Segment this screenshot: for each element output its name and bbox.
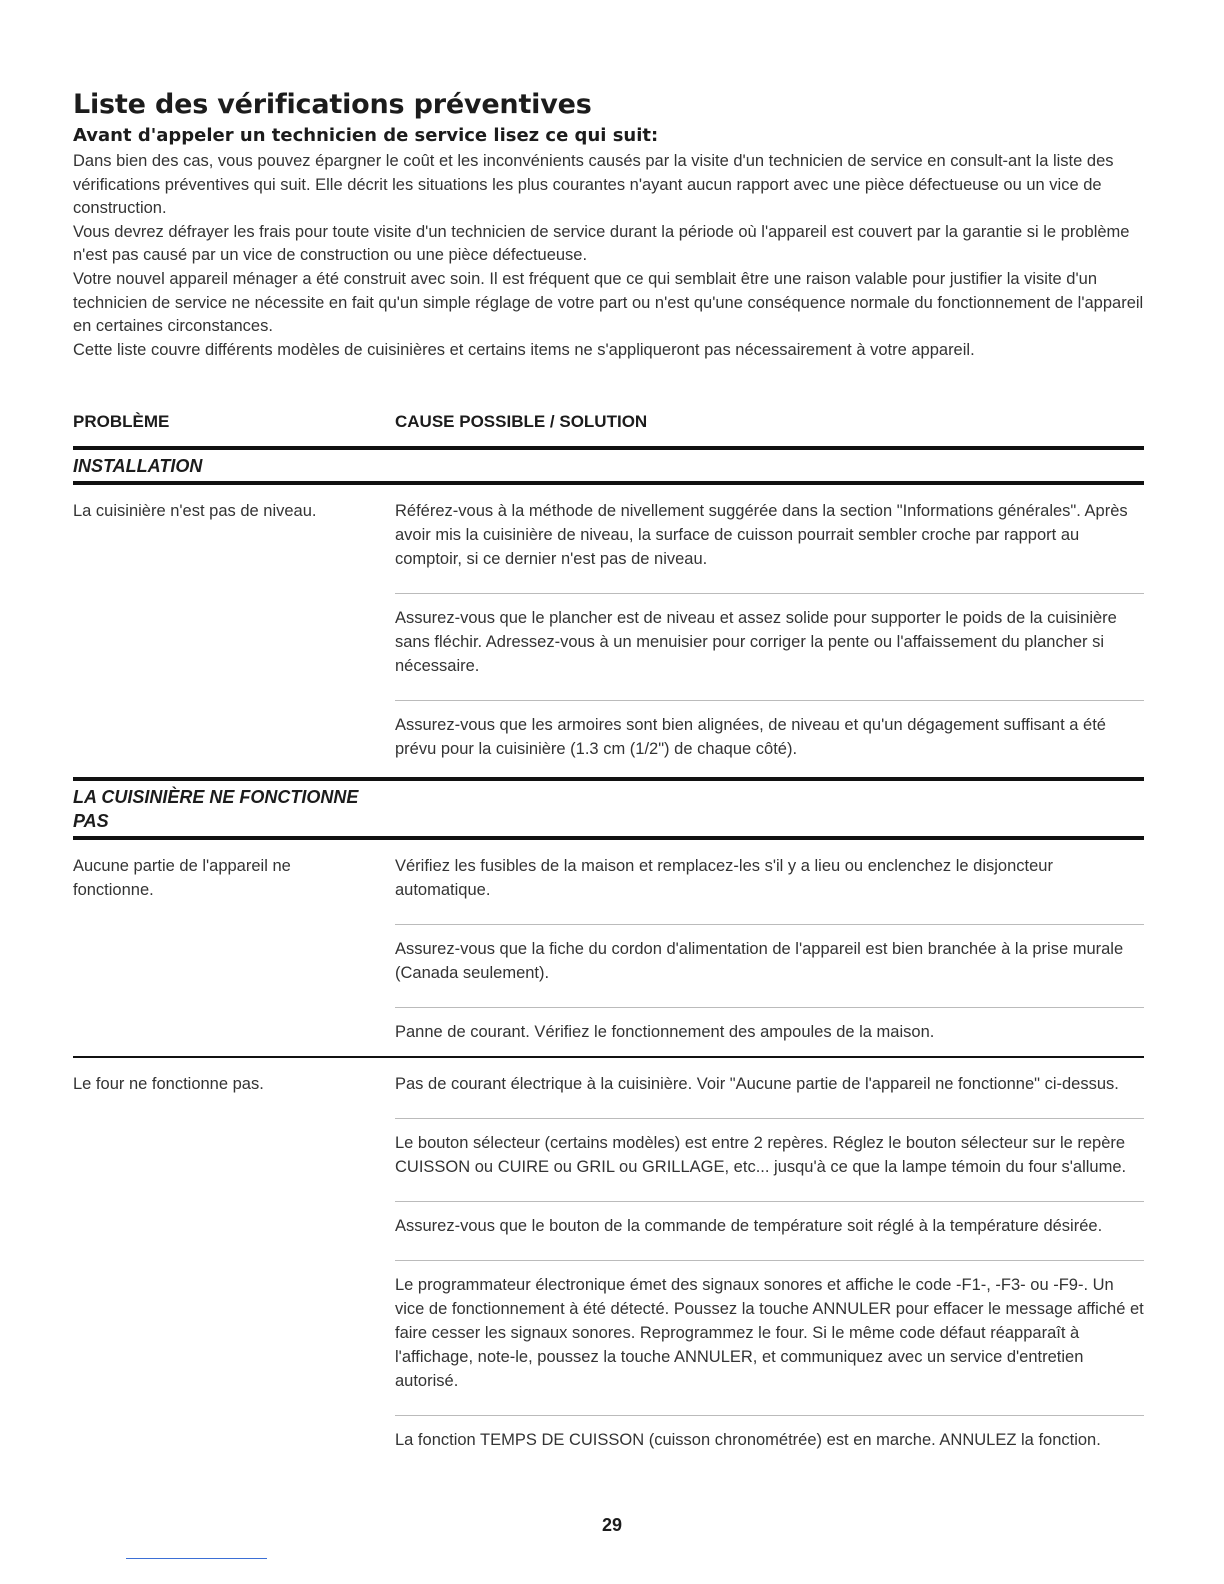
solution-item: Le bouton sélecteur (certains modèles) est entre 2 repères. Réglez le bouton sélecteur sur le repère CUISSON ou CUIRE ou GRIL ou GRILLAGE, etc... jusqu'à ce que la lampe témoin du four s'allume. bbox=[395, 1118, 1144, 1201]
solution-list bbox=[395, 854, 1144, 1056]
problem-row bbox=[73, 1058, 1144, 1474]
intro-paragraph: Dans bien des cas, vous pouvez épargner le coût et les inconvénients causés par la visite d'un technicien de service en consult-ant la liste des vérifications préventives qui suit. Elle décrit les situations les plus courantes n'ayant aucun rapport avec une pièce défectueuse ou un vice de construction. bbox=[73, 152, 1114, 218]
problem-row bbox=[73, 840, 1144, 1056]
problem-text: Le four ne fonctionne pas. bbox=[73, 1075, 264, 1094]
footer-line bbox=[126, 1558, 267, 1559]
solution-item: Assurez-vous que la fiche du cordon d'alimentation de l'appareil est bien branchée à la prise murale (Canada seulement). bbox=[395, 924, 1144, 1007]
solution-item: Le programmateur électronique émet des signaux sonores et affiche le code -F1-, -F3- ou -F9-. Un vice de fonctionnement à été détecté. Poussez la touche ANNULER pour effacer le message affiché et faire cesser les signaux sonores. Reprogrammez le four. Si le même code défaut réapparaît à l'affichage, note-le, poussez la touche ANNULER, et communiquez avec un service d'entretien autorisé. bbox=[395, 1260, 1144, 1415]
solution-item: Assurez-vous que le plancher est de niveau et assez solide pour supporter le poids de la cuisinière sans fléchir. Adressez-vous à un menuisier pour corriger la pente ou l'affaissement du plancher si nécessaire. bbox=[395, 593, 1144, 700]
problem-row bbox=[73, 485, 1144, 777]
solution-list bbox=[395, 1072, 1144, 1474]
intro-paragraph: Cette liste couvre différents modèles de cuisinières et certains items ne s'appliqueront pas nécessairement à votre appareil. bbox=[73, 340, 975, 359]
solution-item: Référez-vous à la méthode de nivellement suggérée dans la section "Informations générales". Après avoir mis la cuisinière de niveau, la surface de cuisson pourrait sembler croche par rapport au comptoir, si ce dernier n'est pas de niveau. bbox=[395, 502, 1128, 569]
intro bbox=[73, 150, 1144, 362]
solution-item: Panne de courant. Vérifiez le fonctionnement des ampoules de la maison. bbox=[395, 1007, 1144, 1056]
column-headers bbox=[73, 412, 1144, 446]
problem-text: La cuisinière n'est pas de niveau. bbox=[73, 502, 317, 521]
problem-text: Aucune partie de l'appareil ne fonctionne. bbox=[73, 857, 291, 900]
solution-list bbox=[395, 499, 1144, 777]
solution-column-header: CAUSE POSSIBLE / SOLUTION bbox=[395, 412, 648, 432]
solution-item: La fonction TEMPS DE CUISSON (cuisson chronométrée) est en marche. ANNULEZ la fonction. bbox=[395, 1415, 1144, 1474]
page-title: Liste des vérifications préventives bbox=[73, 89, 592, 120]
page-subtitle: Avant d'appeler un technicien de service lisez ce qui suit: bbox=[73, 125, 659, 146]
section-title-installation: INSTALLATION bbox=[73, 456, 203, 477]
solution-item: Assurez-vous que les armoires sont bien alignées, de niveau et qu'un dégagement suffisant a été prévu pour la cuisinière (1.3 cm (1/2") de chaque côté). bbox=[395, 700, 1144, 777]
intro-paragraph: Vous devrez défrayer les frais pour toute visite d'un technicien de service durant la période où l'appareil est couvert par la garantie si le problème n'est pas causé par un vice de construction ou une pièce défectueuse. bbox=[73, 222, 1130, 265]
section-title-not-working: LA CUISINIÈRE NE FONCTIONNE PAS bbox=[73, 787, 359, 832]
page-number: 29 bbox=[601, 1515, 623, 1535]
problem-column-header: PROBLÈME bbox=[73, 412, 170, 432]
solution-item: Vérifiez les fusibles de la maison et remplacez-les s'il y a lieu ou enclenchez le disjoncteur automatique. bbox=[395, 857, 1053, 900]
intro-paragraph: Votre nouvel appareil ménager a été construit avec soin. Il est fréquent que ce qui semblait être une raison valable pour justifier la visite d'un technicien de service ne nécessite en fait qu'un simple réglage de votre part ou n'est qu'une conséquence normale du fonctionnement de l'appareil en certaines circonstances. bbox=[73, 269, 1144, 336]
solution-item: Assurez-vous que le bouton de la commande de température soit réglé à la température désirée. bbox=[395, 1201, 1144, 1260]
solution-item: Pas de courant électrique à la cuisinière. Voir "Aucune partie de l'appareil ne fonctionne" ci-dessus. bbox=[395, 1075, 1119, 1094]
page bbox=[73, 86, 1144, 1474]
